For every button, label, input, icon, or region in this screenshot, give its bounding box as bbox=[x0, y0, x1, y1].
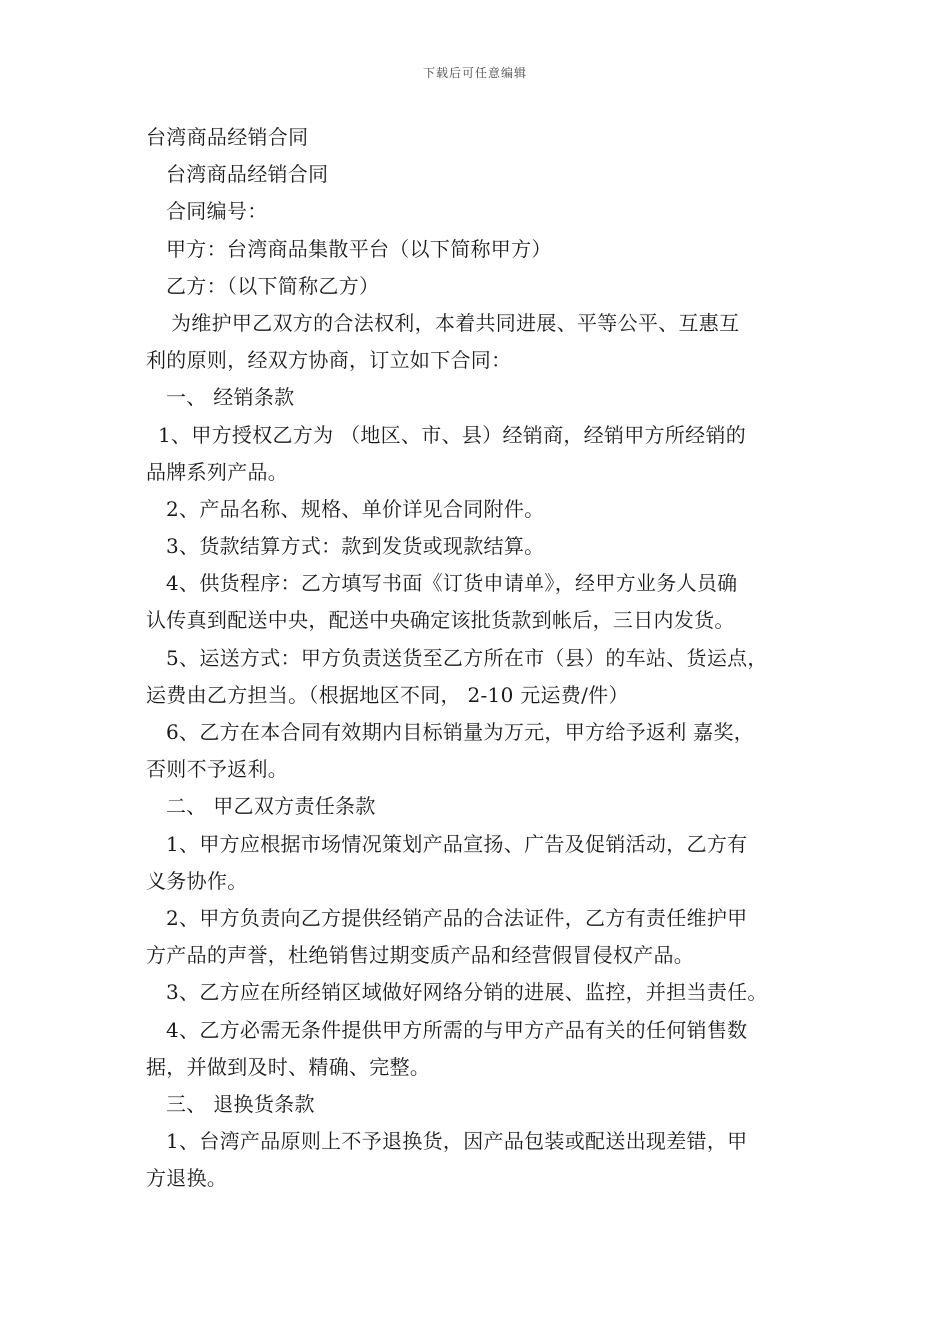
text-line: 6、乙方在本合同有效期内目标销量为万元，甲方给予返利 嘉奖， bbox=[166, 720, 755, 744]
text-line: 1、甲方应根据市场情况策划产品宣扬、广告及促销活动，乙方有 bbox=[166, 831, 748, 856]
text-line: 否则不予返利。 bbox=[146, 757, 289, 782]
text-line: 2、产品名称、规格、单价详见合同附件。 bbox=[166, 496, 545, 521]
text-line: 三、 退换货条款 bbox=[166, 1091, 315, 1116]
text-line: 利的原则，经双方协商，订立如下合同： bbox=[146, 348, 512, 373]
text-line: 乙方：（以下简称乙方） bbox=[166, 273, 380, 298]
text-line: 3、乙方应在所经销区域做好网络分销的进展、监控，并担当责任。 bbox=[166, 980, 768, 1005]
text-line: 品牌系列产品。 bbox=[146, 459, 289, 484]
text-line: 1、台湾产品原则上不予退换货，因产品包装或配送出现差错，甲 bbox=[166, 1129, 748, 1154]
text-line: 甲方：台湾商品集散平台（以下简称甲方） bbox=[166, 236, 552, 261]
text-line: 4、供货程序：乙方填写书面《订货申请单》，经甲方业务人员确 bbox=[166, 571, 738, 596]
text-line: 台湾商品经销合同 bbox=[166, 162, 329, 187]
text-line: 台湾商品经销合同 bbox=[146, 125, 309, 149]
page-header: 下载后可任意编辑 bbox=[422, 66, 527, 80]
text-line: 2、甲方负责向乙方提供经销产品的合法证件，乙方有责任维护甲 bbox=[166, 905, 748, 930]
text-line: 3、货款结算方式：款到发货或现款结算。 bbox=[166, 534, 545, 559]
document-body bbox=[146, 119, 818, 1197]
text-line: 合同编号： bbox=[166, 199, 268, 224]
text-line: 方产品的声誉，杜绝销售过期变质产品和经营假冒侵权产品。 bbox=[146, 943, 695, 968]
text-line: 认传真到配送中央，配送中央确定该批货款到帐后，三日内发货。 bbox=[146, 608, 735, 633]
text-line: 义务协作。 bbox=[146, 868, 248, 893]
text-line: 4、乙方必需无条件提供甲方所需的与甲方产品有关的任何销售数 bbox=[166, 1017, 748, 1042]
text-line: 为维护甲乙双方的合法权利，本着共同进展、平等公平、互惠互 bbox=[171, 310, 740, 335]
text-line: 1、甲方授权乙方为 （地区、市、县）经销商，经销甲方所经销的 bbox=[158, 422, 747, 447]
text-line: 一、 经销条款 bbox=[166, 385, 295, 410]
text-line: 方退换。 bbox=[146, 1166, 228, 1191]
text-line: 运费由乙方担当。（根据地区不同， 2-10 元运费/件） bbox=[146, 682, 629, 707]
text-line: 5、运送方式：甲方负责送货至乙方所在市（县）的车站、货运点， bbox=[166, 645, 768, 670]
text-line: 二、 甲乙双方责任条款 bbox=[166, 794, 376, 819]
text-line: 据，并做到及时、精确、完整。 bbox=[146, 1054, 431, 1079]
